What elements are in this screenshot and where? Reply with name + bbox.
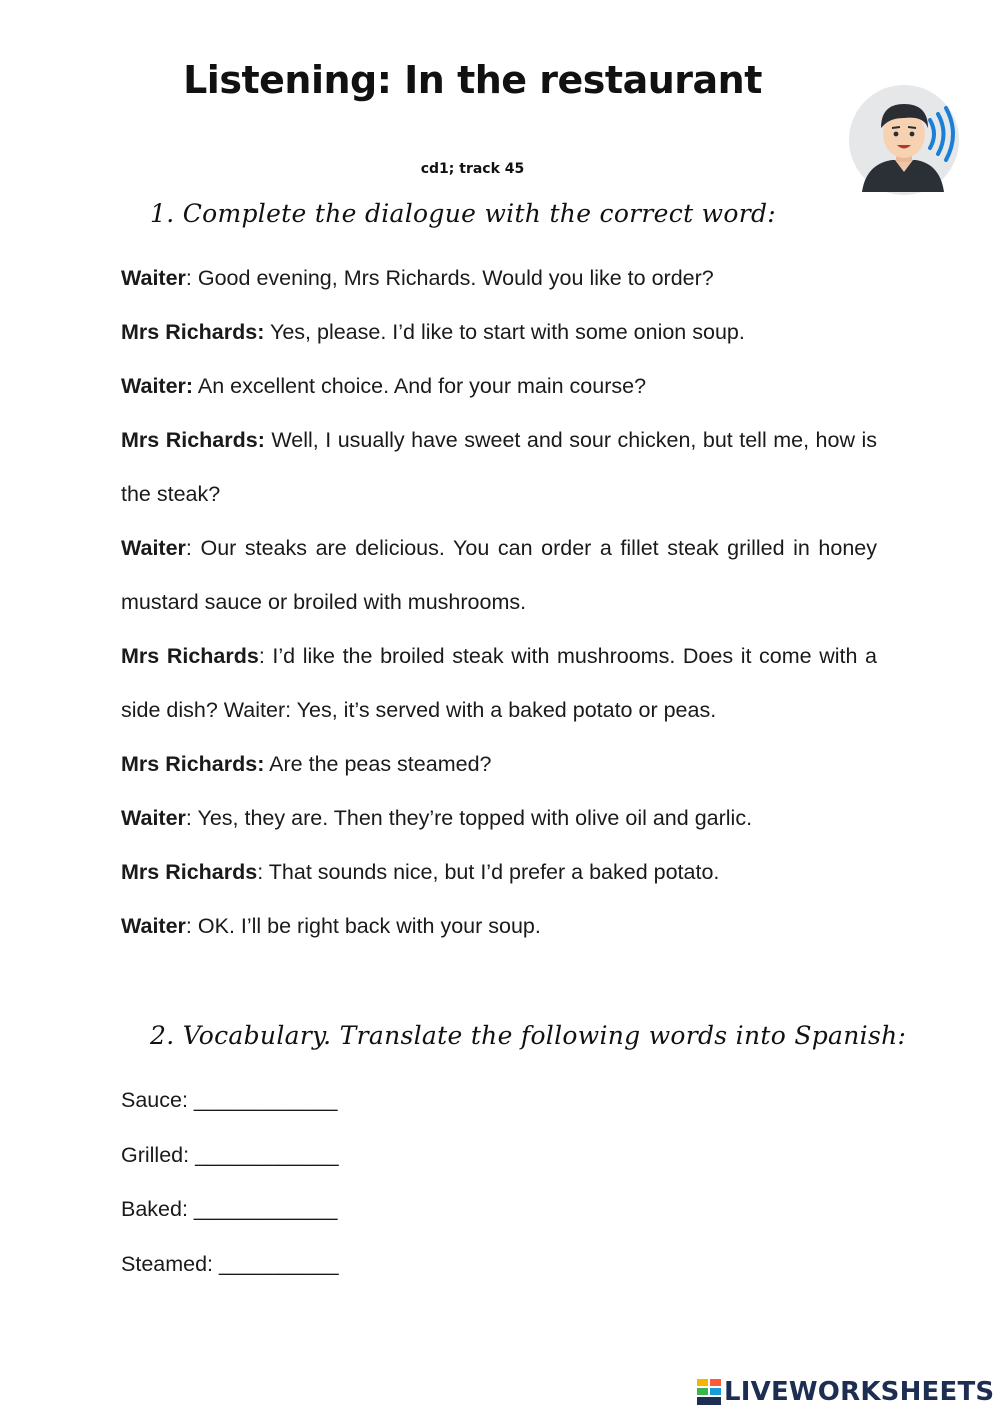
vocab-label: Baked: <box>121 1197 188 1221</box>
dialogue-line <box>121 359 877 413</box>
line-text: That sounds nice, but I’d prefer a baked potato. <box>268 860 720 884</box>
answer-blank[interactable]: __________ <box>219 1251 339 1276</box>
line-text: Yes, please. I’d like to start with some onion soup. <box>269 320 745 344</box>
speaker: Mrs Richards: <box>121 428 265 452</box>
speaker: Waiter <box>121 536 186 560</box>
section2-heading: 2. Vocabulary. Translate the following words into Spanish: <box>150 1021 907 1050</box>
answer-blank[interactable]: ____________ <box>193 1088 338 1112</box>
speaker: Mrs Richards <box>121 644 259 668</box>
line-text: Good evening, Mrs Richards. Would you like to order? <box>197 266 714 290</box>
speaker: Mrs Richards: <box>121 752 265 776</box>
dialogue-line <box>121 413 877 521</box>
vocab-item <box>121 1182 521 1237</box>
vocab-label: Steamed: <box>121 1251 214 1276</box>
line-text: Yes, they are. Then they’re topped with olive oil and garlic. <box>197 806 753 830</box>
dialogue-line: Mrs Richards: I’d like the broiled steak with mushrooms. Does it come with a side dish? Waiter: Yes, it’s served with a baked potato or peas. <box>121 644 877 722</box>
line-text: OK. I’ll be right back with your soup. <box>197 914 541 938</box>
dialogue-line <box>121 737 877 791</box>
track-label: cd1; track 45 <box>420 161 525 177</box>
speaker: Waiter <box>121 266 186 290</box>
liveworksheets-logo-icon <box>697 1379 721 1405</box>
speaker: Mrs Richards: <box>121 320 265 344</box>
dialogue-line: Waiter: Our steaks are delicious. You can order a fillet steak grilled in honey mustard sauce or broiled with mushrooms. <box>121 536 877 614</box>
page-title: Listening: In the restaurant <box>183 58 762 102</box>
vocab-label: Sauce: <box>121 1088 188 1112</box>
line-text: Our steaks are delicious. You can order a fillet steak grilled in honey mustard sauce or broiled with mushrooms. <box>121 536 877 614</box>
vocab-item <box>121 1128 521 1183</box>
dialogue <box>121 251 877 953</box>
vocab-item <box>121 1237 521 1292</box>
dialogue-line: Waiter: OK. I’ll be right back with your soup. <box>121 914 541 938</box>
vocab-label: Grilled: <box>121 1142 190 1167</box>
dialogue-line <box>121 305 877 359</box>
vocab-item <box>121 1073 521 1128</box>
dialogue-line: Waiter: Good evening, Mrs Richards. Would you like to order? <box>121 266 714 290</box>
speaker: Waiter <box>121 806 186 830</box>
line-text: An excellent choice. And for your main course? <box>197 374 647 398</box>
line-text: Are the peas steamed? <box>269 752 492 776</box>
line-text: Well, I usually have sweet and sour chicken, but tell me, how is the steak? <box>121 428 877 506</box>
vocabulary-list <box>121 1073 521 1291</box>
dialogue-line: Mrs Richards: That sounds nice, but I’d prefer a baked potato. <box>121 860 720 884</box>
brand-name: LIVEWORKSHEETS <box>724 1377 995 1407</box>
speaker: Mrs Richards <box>121 860 258 884</box>
footer-logo <box>697 1377 994 1407</box>
speaking-person-icon <box>848 84 960 196</box>
line-text: I’d like the broiled steak with mushrooms. Does it come with a side dish? Waiter: Yes, it’s served with a baked potato or peas. <box>121 644 877 722</box>
dialogue-line: Waiter: Yes, they are. Then they’re topped with olive oil and garlic. <box>121 806 753 830</box>
section1-heading: 1. Complete the dialogue with the correct word: <box>150 199 777 228</box>
answer-blank[interactable]: ____________ <box>193 1197 338 1221</box>
speaker: Waiter: <box>121 374 194 398</box>
answer-blank[interactable]: ____________ <box>195 1142 339 1167</box>
speaker: Waiter <box>121 914 186 938</box>
